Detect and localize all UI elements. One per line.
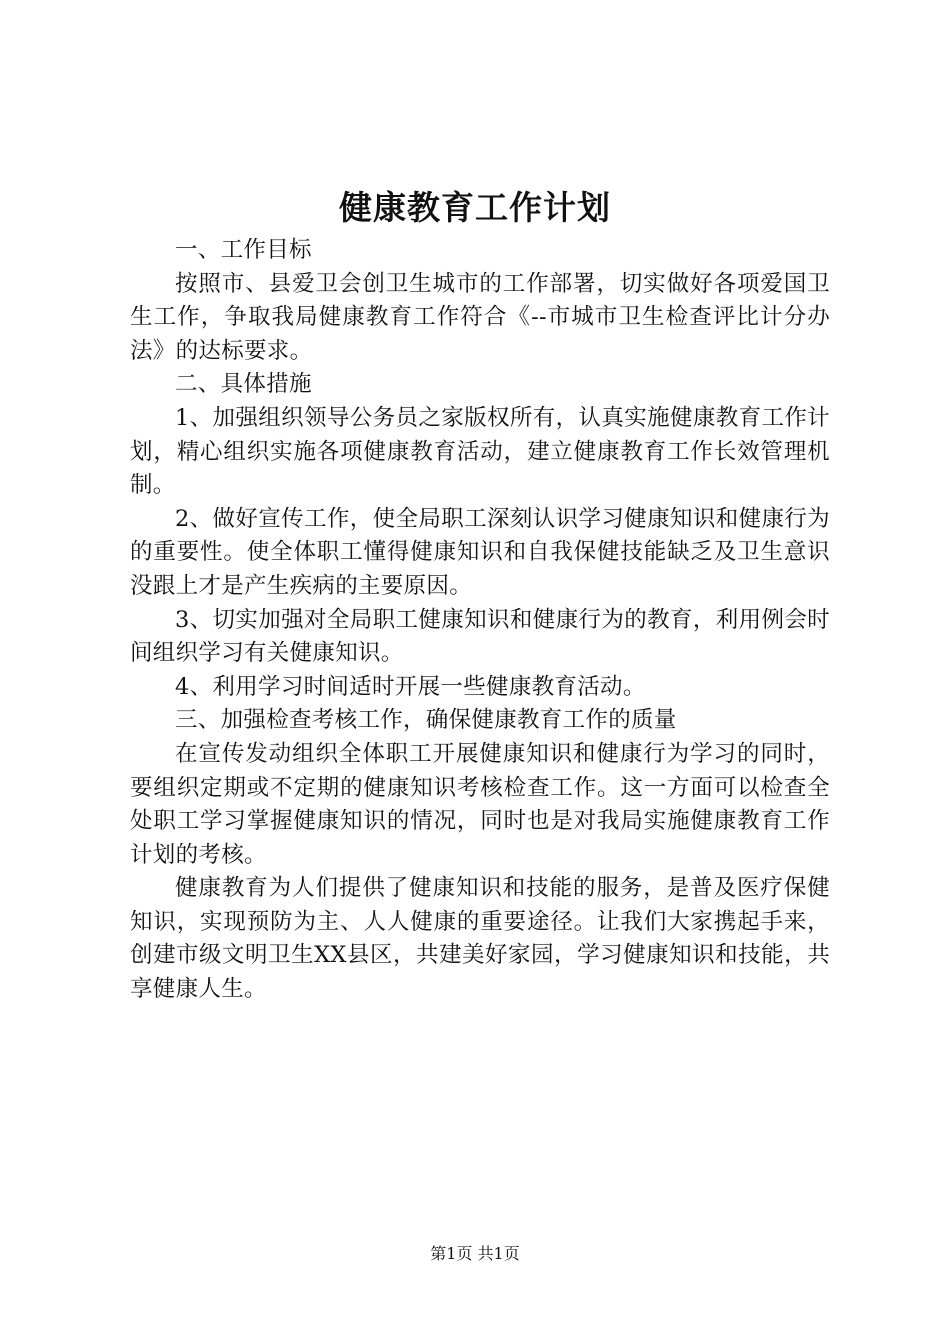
section-heading-measures: 二、具体措施 xyxy=(175,371,312,398)
paragraph-measure-3: 3、切实加强对全局职工健康知识和健康行为的教育，利用例会时间组织学习有关健康知识。 xyxy=(130,606,830,667)
document-body xyxy=(130,234,830,1007)
paragraph-goals: 按照市、县爱卫会创卫生城市的工作部署，切实做好各项爱国卫生工作，争取我局健康教育工作符合《--市城市卫生检查评比计分办法》的达标要求。 xyxy=(130,270,830,364)
section-heading-inspection: 三、加强检查考核工作，确保健康教育工作的质量 xyxy=(175,707,677,734)
page-footer: 第1页 共1页 xyxy=(430,1244,520,1263)
paragraph-conclusion: 健康教育为人们提供了健康知识和技能的服务，是普及医疗保健知识，实现预防为主、人人健康的重要途径。让我们大家携起手来，创建市级文明卫生XX县区，共建美好家园，学习健康知识和技能，共享健康人生。 xyxy=(130,875,830,1003)
paragraph-measure-1: 1、加强组织领导公务员之家版权所有，认真实施健康教育工作计划，精心组织实施各项健康教育活动，建立健康教育工作长效管理机制。 xyxy=(130,404,830,499)
paragraph-measure-4: 4、利用学习时间适时开展一些健康教育活动。 xyxy=(175,673,646,700)
document-title: 健康教育工作计划 xyxy=(339,188,611,227)
section-heading-goals: 一、工作目标 xyxy=(175,237,312,263)
paragraph-inspection: 在宣传发动组织全体职工开展健康知识和健康行为学习的同时，要组织定期或不定期的健康知识考核检查工作。这一方面可以检查全处职工学习掌握健康知识的情况，同时也是对我局实施健康教育工作计划的考核。 xyxy=(130,740,830,868)
paragraph-measure-2: 2、做好宣传工作，使全局职工深刻认识学习健康知识和健康行为的重要性。使全体职工懂得健康知识和自我保健技能缺乏及卫生意识没跟上才是产生疾病的主要原因。 xyxy=(130,505,830,599)
